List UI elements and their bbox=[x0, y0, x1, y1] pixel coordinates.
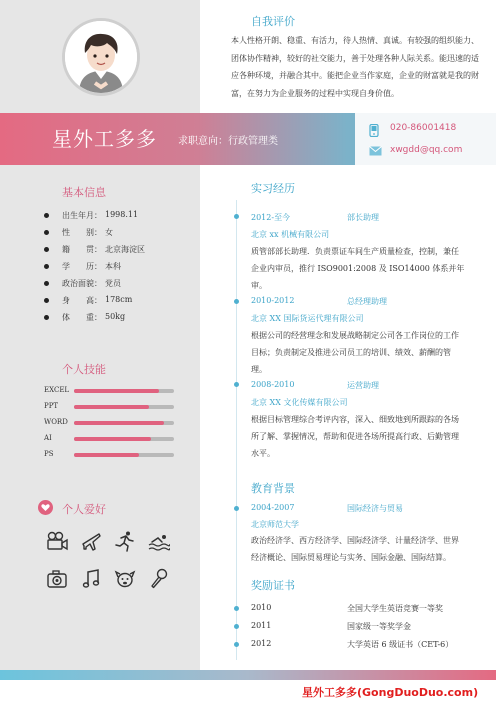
info-label: 性 别： bbox=[62, 228, 102, 237]
footer-bar bbox=[0, 670, 496, 680]
skill-name: AI bbox=[44, 434, 52, 442]
email-address: xwgdd@qq.com bbox=[390, 145, 463, 155]
contact-box bbox=[355, 113, 496, 165]
skill-name: EXCEL bbox=[44, 386, 70, 394]
phone-number: 020-86001418 bbox=[390, 123, 457, 133]
bullet-dot bbox=[44, 264, 49, 269]
timeline-dot bbox=[234, 624, 239, 629]
skills-title: 个人技能 bbox=[62, 363, 106, 376]
bullet-dot bbox=[44, 213, 49, 218]
info-label: 出生年月： bbox=[62, 211, 102, 220]
entry-position: 总经理助理 bbox=[347, 297, 387, 306]
education-courses: 政治经济学、西方经济学、国际经济学、计量经济学、世界经济概论、国际贸易理论与实务、国际金融、国际结算。 bbox=[251, 536, 459, 562]
internship-entry-1-head bbox=[251, 212, 379, 223]
timeline-dot bbox=[234, 214, 239, 219]
self-eval-text: 本人性格开朗、稳重、有活力，待人热情、真诚。有较强的组织能力、团体协作精神，较好的社交能力，善于处理各种人际关系。能迅速的适应各种环境，并融合其中。能把企业当作家庭，企业的财富就是我的财富，在努力为企业服务的过程中实现自身价值。 bbox=[231, 36, 479, 98]
internship-title: 实习经历 bbox=[251, 182, 295, 195]
info-value: 党员 bbox=[105, 279, 121, 288]
bullet-dot bbox=[44, 315, 49, 320]
info-value: 本科 bbox=[105, 262, 121, 271]
entry-description: 根据公司的经营理念和发展战略制定公司各工作岗位的工作目标；负责制定及推进公司员工的培训、绩效、薪酬的管理。 bbox=[251, 331, 459, 374]
airplane-icon bbox=[80, 530, 102, 552]
entry-description: 质管部部长助理．负责票证车间生产质量检查，控制，兼任企业内审员，推行 ISO9001:2008 及 ISO14000 体系并年审。 bbox=[251, 247, 465, 290]
skill-bar-track bbox=[74, 453, 174, 457]
timeline-dot bbox=[234, 299, 239, 304]
award-year: 2011 bbox=[251, 621, 272, 630]
skill-bar-fill bbox=[74, 437, 151, 441]
skill-bar-fill bbox=[74, 421, 164, 425]
award-row bbox=[251, 603, 443, 613]
camera-icon bbox=[46, 568, 68, 590]
info-value: 北京海淀区 bbox=[105, 245, 145, 254]
education-school: 北京师范大学 bbox=[251, 520, 299, 529]
bullet-dot bbox=[44, 230, 49, 235]
pet-icon bbox=[114, 568, 136, 590]
mail-icon bbox=[369, 146, 382, 156]
award-row bbox=[251, 639, 454, 649]
timeline-dot bbox=[234, 606, 239, 611]
award-year: 2010 bbox=[251, 603, 272, 612]
entry-period: 2012-至今 bbox=[251, 213, 291, 222]
info-label: 政治面貌： bbox=[62, 279, 102, 288]
skill-bar-track bbox=[74, 389, 174, 393]
bullet-dot bbox=[44, 281, 49, 286]
music-note-icon bbox=[80, 568, 102, 590]
skill-bar-track bbox=[74, 405, 174, 409]
entry-position: 运营助理 bbox=[347, 381, 379, 390]
education-period: 2004-2007 bbox=[251, 503, 295, 512]
timeline-dot bbox=[234, 382, 239, 387]
movie-camera-icon bbox=[46, 530, 68, 552]
entry-description: 根据目标管理综合考评内容，深入、细致地到所跟踪的各场所了解、掌握情况，帮助和促进各场所提高行政、后勤管理水平。 bbox=[251, 415, 459, 458]
education-major: 国际经济与贸易 bbox=[347, 504, 403, 513]
award-name: 大学英语 6 级证书（CET-6） bbox=[347, 640, 454, 649]
phone-icon bbox=[369, 124, 379, 137]
info-label: 体 重： bbox=[62, 313, 102, 322]
skill-bar-track bbox=[74, 437, 174, 441]
skill-bar-fill bbox=[74, 405, 149, 409]
timeline-dot bbox=[234, 642, 239, 647]
award-name: 全国大学生英语竞赛一等奖 bbox=[347, 604, 443, 613]
timeline-line bbox=[236, 200, 237, 660]
skill-bar-fill bbox=[74, 389, 159, 393]
swimming-icon bbox=[148, 530, 170, 552]
internship-entry-3-head bbox=[251, 380, 379, 390]
award-name: 国家级一等奖学金 bbox=[347, 622, 411, 631]
watermark: 星外工多多(GongDuoDuo.com) bbox=[302, 686, 479, 699]
skill-bar-track bbox=[74, 421, 174, 425]
internship-entry-2-head bbox=[251, 296, 387, 306]
entry-company: 北京 XX 国际货运代理有限公司 bbox=[251, 314, 364, 323]
basic-info-title: 基本信息 bbox=[62, 186, 106, 199]
hobbies-title: 个人爱好 bbox=[62, 503, 106, 516]
info-value: 178cm bbox=[105, 295, 133, 304]
running-icon bbox=[114, 530, 136, 552]
awards-title: 奖励证书 bbox=[251, 579, 295, 592]
heart-icon bbox=[38, 500, 53, 515]
entry-period: 2008-2010 bbox=[251, 380, 295, 389]
candidate-name: 星外工多多 bbox=[52, 127, 157, 151]
entry-position: 部长助理 bbox=[347, 213, 379, 222]
entry-company: 北京 xx 机械有限公司 bbox=[251, 230, 330, 239]
skill-name: WORD bbox=[44, 418, 68, 426]
job-intent: 求职意向：行政管理类 bbox=[178, 136, 278, 147]
info-value: 女 bbox=[105, 228, 113, 237]
education-head bbox=[251, 503, 403, 513]
info-value: 50kg bbox=[105, 312, 126, 321]
info-value: 1998.11 bbox=[105, 210, 139, 219]
info-label: 身 高： bbox=[62, 296, 102, 305]
education-title: 教育背景 bbox=[251, 482, 295, 495]
award-row bbox=[251, 621, 411, 631]
award-year: 2012 bbox=[251, 639, 272, 648]
skill-bar-fill bbox=[74, 453, 139, 457]
bullet-dot bbox=[44, 298, 49, 303]
entry-company: 北京 XX 文化传媒有限公司 bbox=[251, 398, 348, 407]
avatar bbox=[62, 18, 140, 96]
timeline-dot bbox=[234, 506, 239, 511]
self-eval-title: 自我评价 bbox=[251, 15, 295, 28]
info-label: 学 历： bbox=[62, 262, 102, 271]
microphone-icon bbox=[148, 568, 170, 590]
info-label: 籍 贯： bbox=[62, 245, 102, 254]
avatar-illustration bbox=[65, 21, 137, 93]
entry-period: 2010-2012 bbox=[251, 296, 295, 305]
bullet-dot bbox=[44, 247, 49, 252]
skill-name: PPT bbox=[44, 402, 59, 410]
skill-name: PS bbox=[44, 450, 54, 458]
